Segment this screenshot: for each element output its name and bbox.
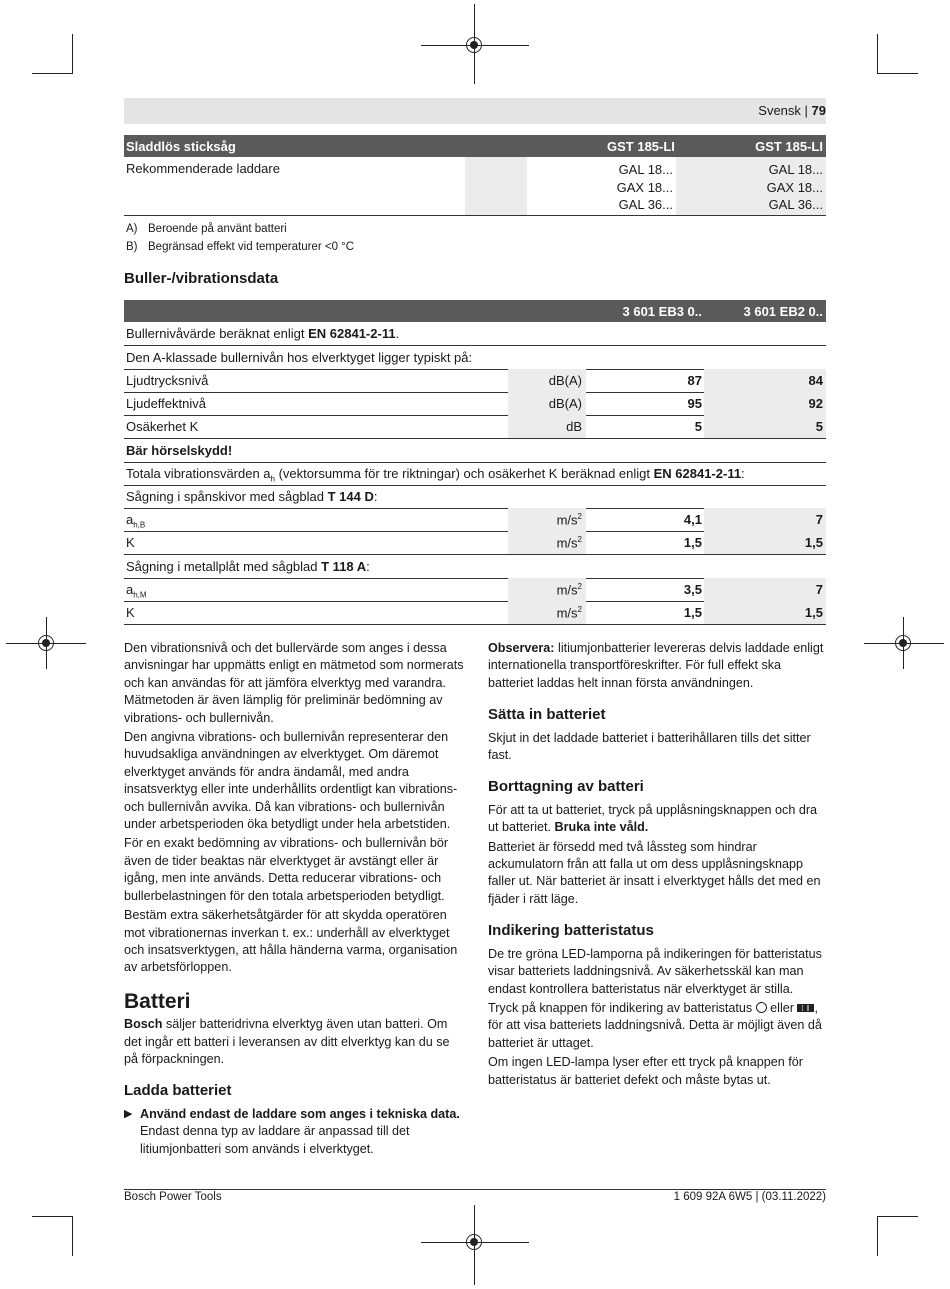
noise-col1: 3 601 EB3 0..: [622, 304, 702, 319]
page-number: 79: [811, 103, 826, 118]
indikering-paragraph-1: De tre gröna LED-lamporna på indikeringen för batteristatus visar batteriets laddningsnivå. Av säkerhetsskäl kan man endast kontrollera batteristatus när elverktyget är stilla.: [488, 946, 822, 996]
spec-row-label: Rekommenderade laddare: [126, 161, 280, 176]
vibration-intro: Totala vibrationsvärden $a_h$ (vektorsumma för tre riktningar) och osäkerhet K beräknad enligt EN 62841-2-11:: [126, 466, 745, 484]
saw1-title: Sågning i spånskivor med sågblad T 144 D:: [126, 489, 378, 504]
saw1-row-2-unit: $m/s^2$: [556, 535, 582, 551]
batteri-heading: Batteri: [124, 989, 191, 1013]
saw2-row-1-value-2: 7: [815, 582, 823, 597]
vib-paragraph-4: Bestäm extra säkerhetsåtgärder för att skydda operatören mot vibrationernas inverkan t. ex.: underhåll av elverktyget och insatsverktygen, att hålla händerna varma, organisation av arbetsförloppen.: [124, 908, 458, 975]
noise-heading: Buller-/vibrationsdata: [124, 270, 279, 287]
noise-table: [124, 300, 826, 625]
noise-row-1-value-2: 84: [808, 373, 823, 388]
spec-table: [124, 135, 826, 216]
noise-row-1: [124, 369, 826, 393]
saw2-row-1-unit: $m/s^2$: [556, 582, 582, 598]
saw1-row-1: [124, 508, 826, 532]
borttagning-paragraph-1: För att ta ut batteriet, tryck på upplåsningsknappen och dra ut batteriet. Bruka inte våld.: [488, 802, 818, 835]
borttagning-paragraph-2: Batteriet är försedd med två låssteg som hindrar ackumulatorn från att falla ut om dess upplåsningsknapp faller ut. När batteriet är insatt i elverktyget hålls det med en fjäder i rätt läge.: [488, 839, 821, 906]
saw1-row-2-label: K: [126, 535, 135, 550]
saw2-row-2-label: K: [126, 605, 135, 620]
spec-col2: GST 185-LI: [755, 139, 823, 154]
saw2-row-2-unit: $m/s^2$: [556, 605, 582, 621]
a-weighted-text: Den A-klassade bullernivån hos elverktyget ligger typiskt på:: [126, 350, 473, 365]
noise-row-2-label: Ljudeffektnivå: [126, 396, 206, 411]
saw2-row-1: [124, 578, 826, 602]
noise-col2: 3 601 EB2 0..: [743, 304, 823, 319]
noise-row-1-unit: dB(A): [548, 373, 582, 388]
indikering-paragraph-3: Om ingen LED-lampa lyser efter ett tryck på knappen för batteristatus är batteriet defekt och måste bytas ut.: [488, 1055, 803, 1087]
saw2-row-1-value-1: 3,5: [683, 582, 702, 597]
left-column: [124, 640, 464, 1158]
noise-row-3-value-2: 5: [815, 419, 823, 434]
noise-row-2-value-2: 92: [808, 396, 823, 411]
vib-paragraph-2: Den angivna vibrations- och bullernivån representerar den huvudsakliga användningen av elverktyget. Om däremot elverktyget används för andra ändamål, med andra insatsverktyg eller inte underhållits ordentligt kan vibrations- och bullernivån avvika. Då kan vibrations- och bullernivån under arbetsperioden öka betydligt under hela arbetstiden.: [124, 730, 458, 832]
footer-left: Bosch Power Tools: [124, 1191, 222, 1203]
spec-col1: GST 185-LI: [607, 139, 675, 154]
noise-row-3-value-1: 5: [694, 419, 702, 434]
saw1-row-1-unit: $m/s^2$: [556, 512, 582, 528]
footer-right: 1 609 92A 6W5 | (03.11.2022): [673, 1191, 826, 1203]
saw1-row-2-value-2: 1,5: [804, 535, 823, 550]
chargers-col1: GAL 18... GAX 18... GAL 36...: [616, 162, 673, 212]
ladda-heading: Ladda batteriet: [124, 1082, 232, 1100]
satta-heading: Sätta in batteriet: [488, 706, 606, 724]
footer-rule: [124, 1189, 826, 1190]
header-language: Svensk: [758, 103, 801, 118]
batteri-paragraph: Bosch säljer batteridrivna elverktyg även utan batteri. Om det ingår ett batteri i leveransen av ditt elverktyg kan du se på förpackningen.: [124, 1017, 450, 1066]
noise-row-3-label: Osäkerhet K: [126, 419, 199, 434]
ladda-bullet: ▶ Använd endast de laddare som anges i tekniska data. Endast denna typ av laddare är anpassad till det litiumjonbatteri som används i elverktyget.: [124, 1106, 460, 1156]
battery-button-icon: [756, 1002, 767, 1013]
noise-row-2-value-1: 95: [687, 396, 702, 411]
noise-row-1-label: Ljudtrycksnivå: [126, 373, 209, 388]
saw1-row-1-label: $a_{h,B}$: [126, 512, 146, 530]
saw2-row-2: [124, 601, 826, 625]
vib-paragraph-3: För en exakt bedömning av vibrations- och bullernivån bör även de tider beaktas när elverktyget är avstängt eller är igång, men inte används. Detta reducerar vibrations- och bullerbelastningen för den totala arbetsperioden betydligt.: [124, 836, 449, 903]
hearing-protection: Bär hörselskydd!: [126, 443, 233, 458]
noise-intro: Bullernivåvärde beräknat enligt EN 62841-2-11.: [126, 326, 400, 341]
saw1-row-1-value-2: 7: [815, 512, 823, 527]
saw2-row-2-value-2: 1,5: [804, 605, 823, 620]
indikering-paragraph-2: Tryck på knappen för indikering av batteristatus eller , för att visa batteriets laddningsnivå. Detta är möjligt även då batteriet är uttaget.: [488, 1000, 822, 1050]
chargers-col2: GAL 18... GAX 18... GAL 36...: [766, 162, 823, 212]
saw2-title: Sågning i metallplåt med sågblad T 118 A:: [126, 559, 370, 574]
vib-paragraph-1: Den vibrationsnivå och det bullervärde som anges i dessa anvisningar har uppmätts enligt en mätmetod som normerats och kan användas för att jämföra elverktyg med varandra. Mätmetoden är även lämplig för preliminär bedömning av vibrations- och bullernivån.: [124, 641, 464, 725]
battery-level-icon: [797, 1004, 814, 1012]
saw2-row-1-label: $a_{h,M}$: [126, 582, 147, 600]
noise-row-2-unit: dB(A): [548, 396, 582, 411]
saw1-row-2: [124, 531, 826, 555]
footnotes: A) Beroende på använt batteri B) Begränsad effekt vid temperaturer <0 °C: [126, 223, 355, 253]
page-header: Svensk | 79: [124, 98, 826, 124]
noise-row-1-value-1: 87: [687, 373, 702, 388]
noise-row-3: [124, 415, 826, 439]
spec-table-title: Sladdlös sticksåg: [126, 139, 236, 154]
saw2-row-2-value-1: 1,5: [683, 605, 702, 620]
noise-row-2: [124, 392, 826, 416]
right-column: [488, 640, 828, 1091]
satta-paragraph: Skjut in det laddade batteriet i batterihållaren tills det sitter fast.: [488, 730, 811, 763]
obs-paragraph: Observera: litiumjonbatterier levereras delvis laddade enligt internationella transportföreskrifter. För full effekt ska batteriet laddas helt innan första användningen.: [488, 641, 824, 690]
indikering-heading: Indikering batteristatus: [488, 922, 654, 940]
saw1-row-2-value-1: 1,5: [683, 535, 702, 550]
saw1-row-1-value-1: 4,1: [683, 512, 702, 527]
noise-row-3-unit: dB: [566, 419, 582, 434]
borttagning-heading: Borttagning av batteri: [488, 778, 644, 796]
